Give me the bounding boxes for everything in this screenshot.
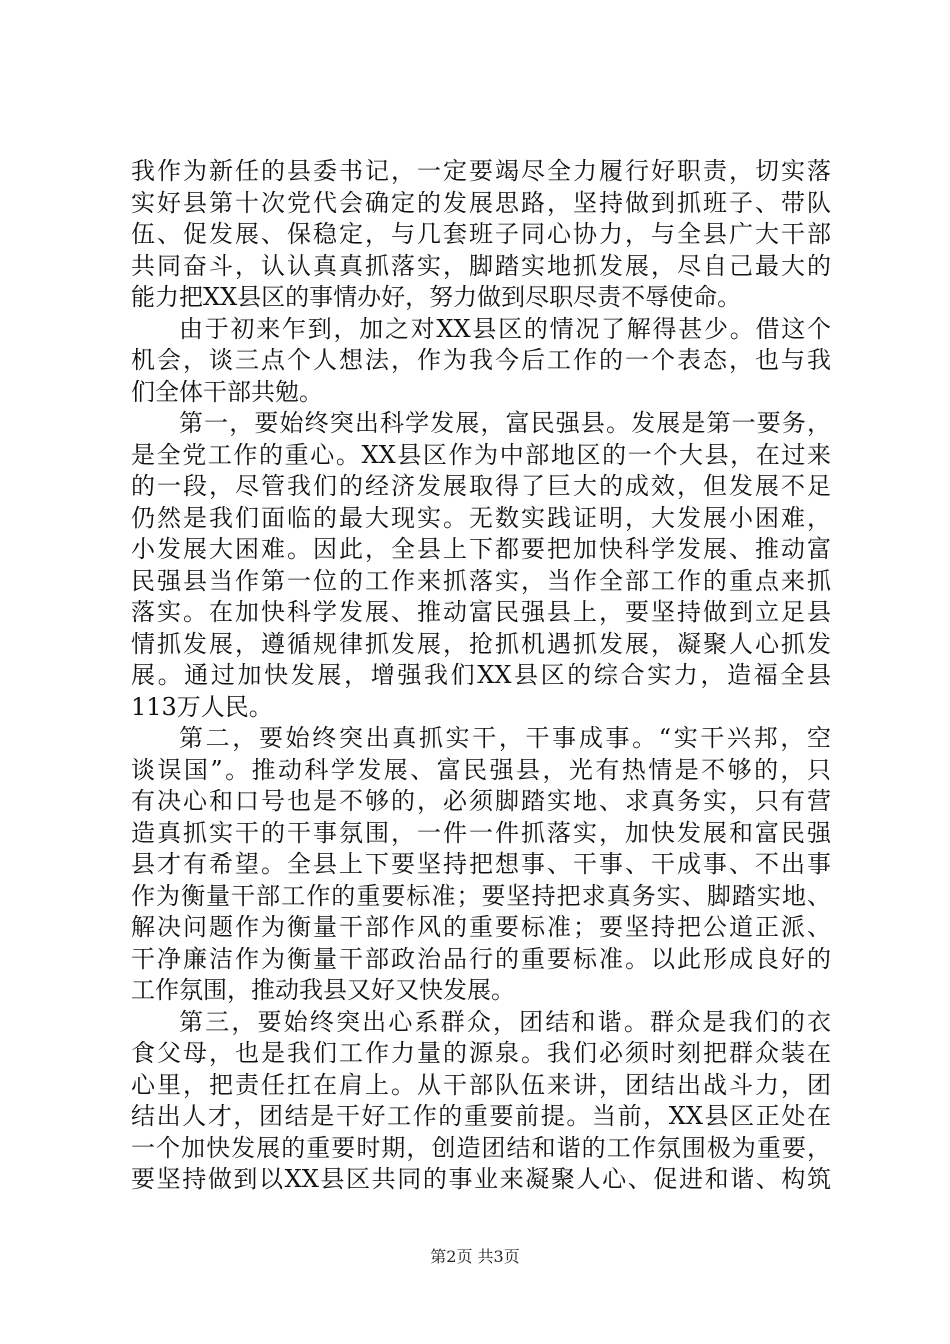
paragraph-1-line-1: 我作为新任的县委书记，一定要竭尽全力履行好职责，切实落 [131, 157, 831, 185]
paragraph-1-line-2: 实好县第十次党代会确定的发展思路，坚持做到抓班子、带队 [131, 188, 831, 217]
paragraph-3-line-7: 落实。在加快科学发展、推动富民强县上，要坚持做到立足县 [131, 598, 831, 626]
paragraph-1-line-4: 共同奋斗，认认真真抓落实，脚踏实地抓发展，尽自己最大的 [131, 251, 831, 280]
paragraph-4-line-8: 干净廉洁作为衡量干部政治品行的重要标准。以此形成良好的 [131, 944, 831, 973]
paragraph-1-line-5: 能力把XX县区的事情办好，努力做到尽职尽责不辱使命。 [131, 283, 742, 311]
paragraph-4-line-2: 谈误国”。推动科学发展、富民强县，光有热情是不够的，只 [131, 755, 831, 784]
paragraph-4-line-3: 有决心和口号也是不够的，必须脚踏实地、求真务实，只有营 [131, 787, 831, 815]
paragraph-4-line-6: 作为衡量干部工作的重要标准；要坚持把求真务实、脚踏实地、 [131, 881, 831, 910]
paragraph-3-line-10: 113万人民。 [131, 692, 273, 721]
page-footer: 第2页 共3页 [430, 1247, 520, 1266]
paragraph-3-line-3: 的一段，尽管我们的经济发展取得了巨大的成效，但发展不足 [131, 472, 831, 500]
paragraph-2-line-2: 机会，谈三点个人想法，作为我今后工作的一个表态，也与我 [131, 346, 831, 374]
document-body [131, 156, 831, 1196]
paragraph-5-line-1: 第三，要始终突出心系群众，团结和谐。群众是我们的衣 [179, 1007, 831, 1036]
paragraph-1-line-3: 伍、促发展、保稳定，与几套班子同心协力，与全县广大干部 [131, 220, 831, 248]
paragraph-4-line-7: 解决问题作为衡量干部作风的重要标准；要坚持把公道正派、 [131, 913, 831, 941]
paragraph-3-line-4: 仍然是我们面临的最大现实。无数实践证明，大发展小困难， [131, 503, 831, 532]
paragraph-4-line-5: 县才有希望。全县上下要坚持把想事、干事、干成事、不出事 [131, 850, 831, 878]
paragraph-5-line-4: 结出人才，团结是干好工作的重要前提。当前，XX县区正处在 [131, 1102, 831, 1130]
paragraph-2-line-3: 们全体干部共勉。 [131, 377, 323, 406]
paragraph-4-line-9: 工作氛围，推动我县又好又快发展。 [131, 976, 515, 1004]
paragraph-5-line-5: 一个加快发展的重要时期，创造团结和谐的工作氛围极为重要， [131, 1133, 831, 1162]
paragraph-5-line-3: 心里，把责任扛在肩上。从干部队伍来讲，团结出战斗力，团 [131, 1070, 831, 1099]
paragraph-4-line-1: 第二，要始终突出真抓实干，干事成事。“实干兴邦，空 [179, 724, 831, 752]
paragraph-3-line-1: 第一，要始终突出科学发展，富民强县。发展是第一要务， [179, 409, 831, 437]
paragraph-3-line-9: 展。通过加快发展，增强我们XX县区的综合实力，造福全县 [131, 661, 831, 689]
paragraph-3-line-6: 民强县当作第一位的工作来抓落实，当作全部工作的重点来抓 [131, 566, 831, 595]
paragraph-3-line-2: 是全党工作的重心。XX县区作为中部地区的一个大县，在过来 [131, 440, 831, 469]
paragraph-5-line-2: 食父母，也是我们工作力量的源泉。我们必须时刻把群众装在 [131, 1039, 831, 1067]
paragraph-3-line-8: 情抓发展，遵循规律抓发展，抢抓机遇抓发展，凝聚人心抓发 [131, 629, 831, 658]
paragraph-4-line-4: 造真抓实干的干事氛围，一件一件抓落实，加快发展和富民强 [131, 818, 831, 847]
paragraph-2-line-1: 由于初来乍到，加之对XX县区的情况了解得甚少。借这个 [179, 314, 831, 343]
paragraph-3-line-5: 小发展大困难。因此，全县上下都要把加快科学发展、推动富 [131, 535, 831, 563]
paragraph-5-line-6: 要坚持做到以XX县区共同的事业来凝聚人心、促进和谐、构筑 [131, 1165, 831, 1193]
